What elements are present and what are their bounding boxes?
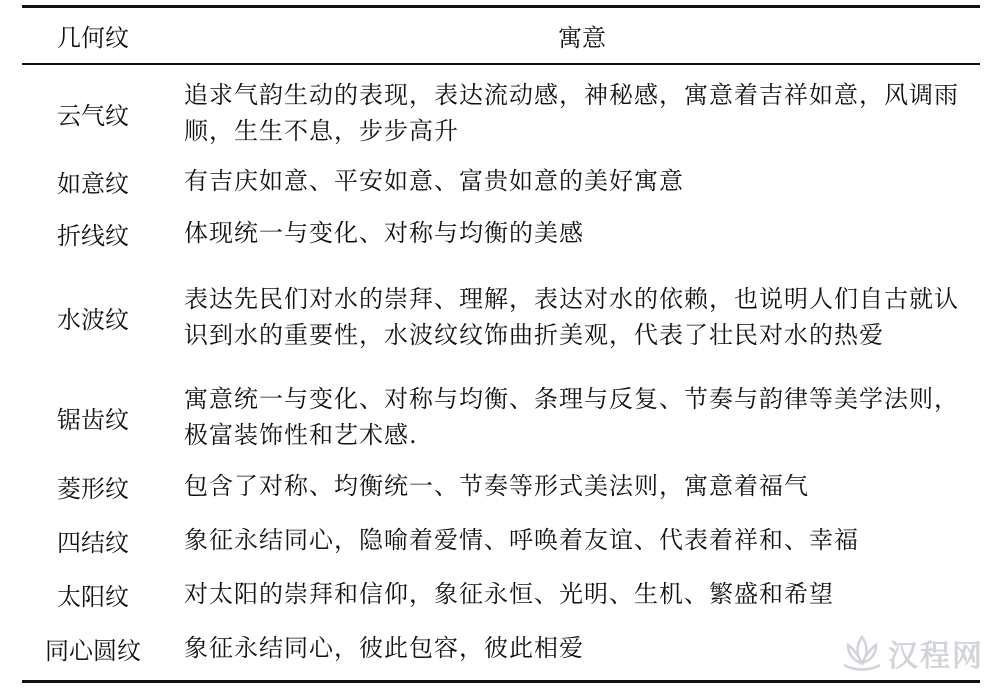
- table-row: [22, 459, 980, 513]
- pattern-meaning: 有吉庆如意、平安如意、富贵如意的美好寓意: [184, 167, 684, 195]
- pattern-meaning: 体现统一与变化、对称与均衡的美感: [184, 219, 584, 247]
- pattern-name: 云气纹: [57, 101, 129, 130]
- site-watermark: [840, 631, 984, 675]
- pattern-meaning: 追求气韵生动的表现，表达流动感，神秘感，寓意着吉祥如意，风调雨顺，生生不息，步步高升: [184, 81, 959, 145]
- lotus-logo-icon: [840, 633, 884, 673]
- pattern-name: 如意纹: [57, 169, 129, 198]
- table-row: [22, 567, 980, 621]
- pattern-name: 锯齿纹: [57, 405, 129, 434]
- table-row: [22, 65, 980, 155]
- table-row: [22, 513, 980, 567]
- table-header: [22, 8, 980, 63]
- pattern-name: 水波纹: [57, 305, 129, 334]
- pattern-name: 菱形纹: [57, 474, 129, 503]
- pattern-name: 太阳纹: [57, 582, 129, 611]
- table-row: [22, 621, 980, 675]
- pattern-meaning: 象征永结同心，彼此包容，彼此相爱: [184, 634, 584, 662]
- pattern-name: 同心圆纹: [45, 636, 141, 665]
- pattern-meaning: 对太阳的崇拜和信仰，象征永恒、光明、生机、繁盛和希望: [184, 580, 834, 608]
- table-row: [22, 259, 980, 375]
- header-meaning: 寓意: [558, 24, 606, 52]
- table-row: [22, 207, 980, 259]
- table-row: [22, 375, 980, 459]
- pattern-meaning: 象征永结同心，隐喻着爱情、呼唤着友谊、代表着祥和、幸福: [184, 526, 859, 554]
- meaning-table: [22, 5, 980, 675]
- pattern-meaning: 表达先民们对水的崇拜、理解，表达对水的依赖，也说明人们自古就认识到水的重要性，水波纹纹饰曲折美观，代表了壮民对水的热爱: [184, 285, 959, 349]
- pattern-meaning: 寓意统一与变化、对称与均衡、条理与反复、节奏与韵律等美学法则，极富装饰性和艺术感.: [184, 385, 959, 449]
- pattern-name: 折线纹: [57, 221, 129, 250]
- header-pattern: 几何纹: [57, 24, 129, 52]
- table-row: [22, 155, 980, 207]
- pattern-name: 四结纹: [57, 528, 129, 557]
- table-bottom-rule: [22, 680, 980, 683]
- watermark-text: 汉程网: [888, 639, 984, 674]
- pattern-meaning: 包含了对称、均衡统一、节奏等形式美法则，寓意着福气: [184, 472, 809, 500]
